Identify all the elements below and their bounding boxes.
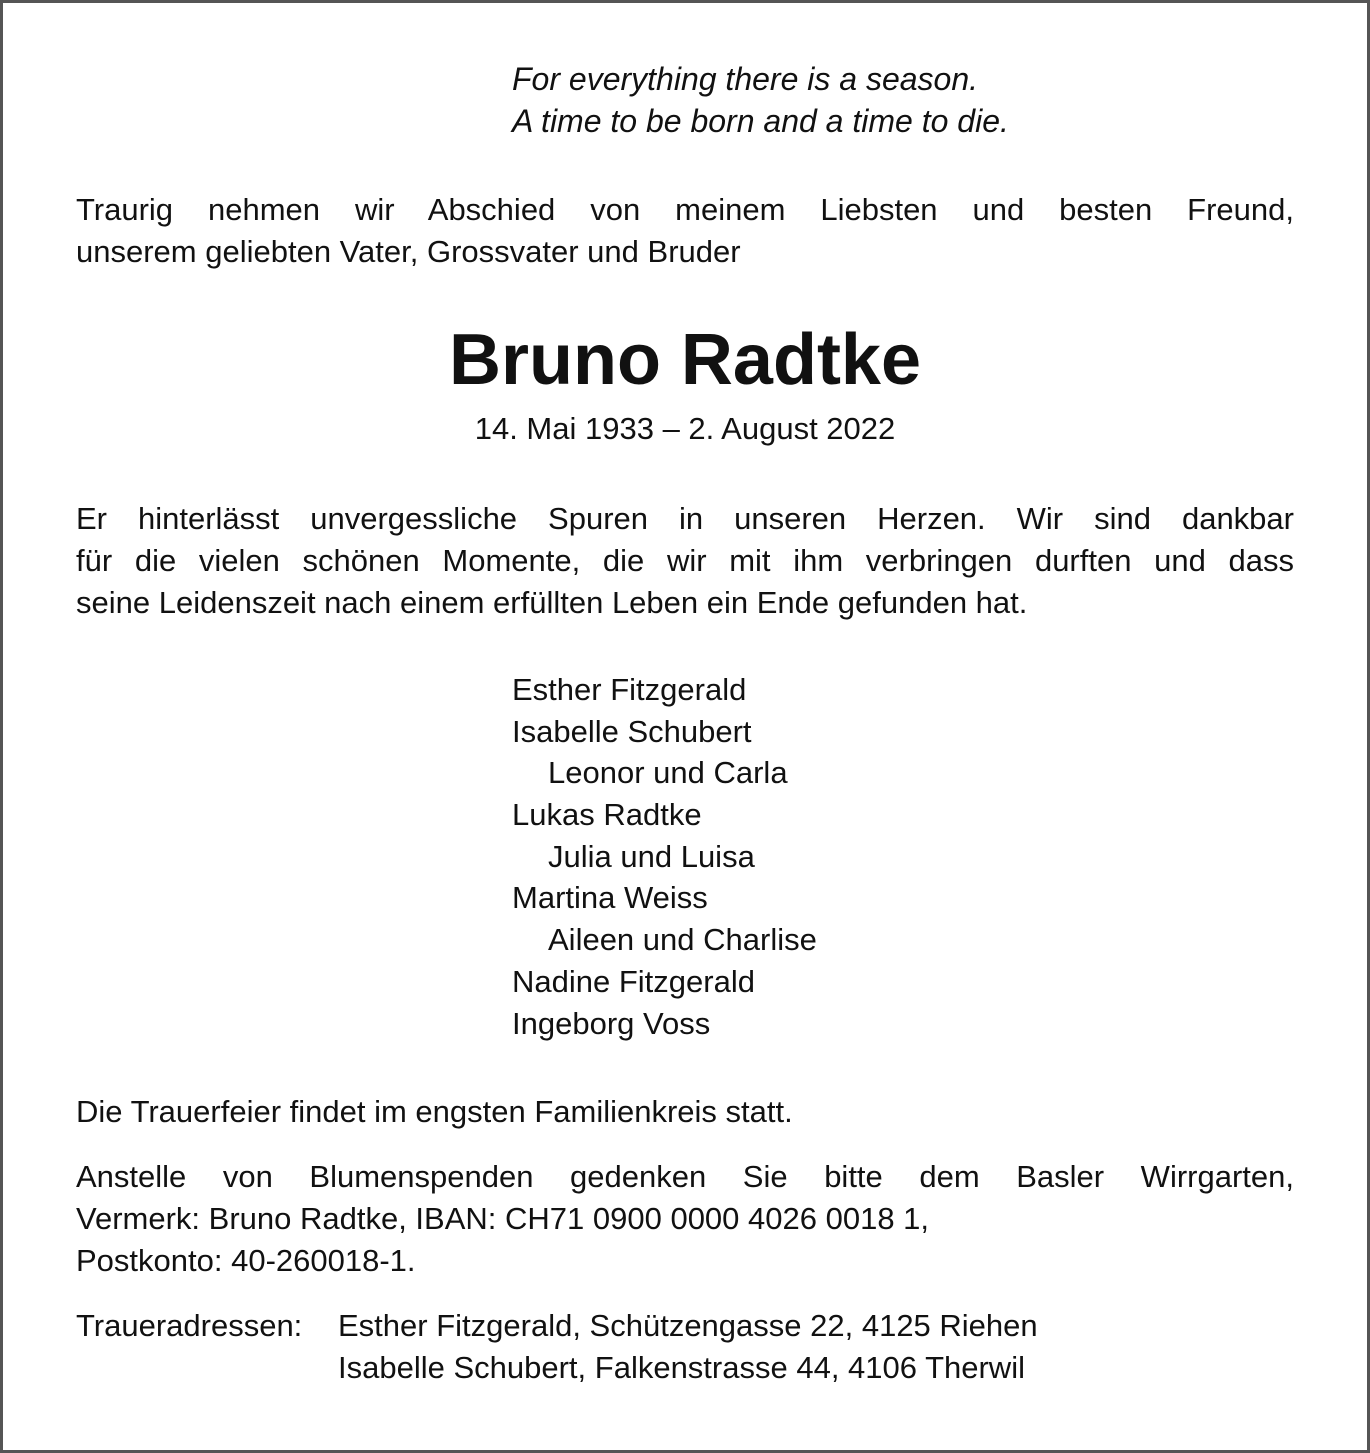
- intro-paragraph: [76, 189, 1294, 273]
- signer-entry: Lukas Radtke: [512, 797, 702, 833]
- signer-entry: Nadine Fitzgerald: [512, 963, 755, 999]
- tribute-line-2: für die vielen schönen Momente, die wir mit ihm verbringen durften und dass: [76, 543, 1294, 578]
- signer-entry-children: Julia und Luisa: [548, 838, 755, 874]
- tribute-line-3: seine Leidenszeit nach einem erfüllten Leben ein Ende gefunden hat.: [76, 585, 1028, 620]
- signer-entry: Isabelle Schubert: [512, 713, 752, 749]
- signer-entry-children: Leonor und Carla: [548, 755, 788, 791]
- address-line-1: Esther Fitzgerald, Schützengasse 22, 4125 Riehen: [338, 1308, 1038, 1343]
- deceased-name: Bruno Radtke: [448, 320, 922, 400]
- ceremony-line: Die Trauerfeier findet im engsten Familienkreis statt.: [76, 1094, 793, 1129]
- addresses-label: Traueradressen:: [76, 1308, 303, 1343]
- signer-entry-children: Aileen und Charlise: [548, 922, 817, 958]
- signer-entry: Ingeborg Voss: [512, 1005, 711, 1041]
- intro-line-2: unserem geliebten Vater, Grossvater und Bruder: [76, 234, 741, 269]
- donation-line-3: Postkonto: 40-260018-1.: [76, 1243, 416, 1278]
- donation-line-2: Vermerk: Bruno Radtke, IBAN: CH71 0900 0000 4026 0018 1,: [76, 1201, 930, 1236]
- donation-paragraph: [76, 1156, 1294, 1282]
- tribute-line-1: Er hinterlässt unvergessliche Spuren in unseren Herzen. Wir sind dankbar: [76, 501, 1294, 536]
- signer-entry: Esther Fitzgerald: [512, 672, 747, 707]
- address-line-2: Isabelle Schubert, Falkenstrasse 44, 4106 Therwil: [338, 1350, 1025, 1385]
- intro-line-1: Traurig nehmen wir Abschied von meinem Liebsten und besten Freund,: [76, 192, 1294, 227]
- motto-line-1: For everything there is a season.: [512, 61, 979, 97]
- signer-entry: Martina Weiss: [512, 880, 708, 916]
- ceremony-note: [76, 1091, 1294, 1133]
- life-dates: 14. Mai 1933 – 2. August 2022: [474, 411, 896, 446]
- donation-line-1: Anstelle von Blumenspenden gedenken Sie bitte dem Basler Wirrgarten,: [76, 1159, 1294, 1194]
- signers-list: [512, 669, 817, 1044]
- motto-line-2: A time to be born and a time to die.: [512, 103, 1009, 139]
- tribute-paragraph: [76, 498, 1294, 624]
